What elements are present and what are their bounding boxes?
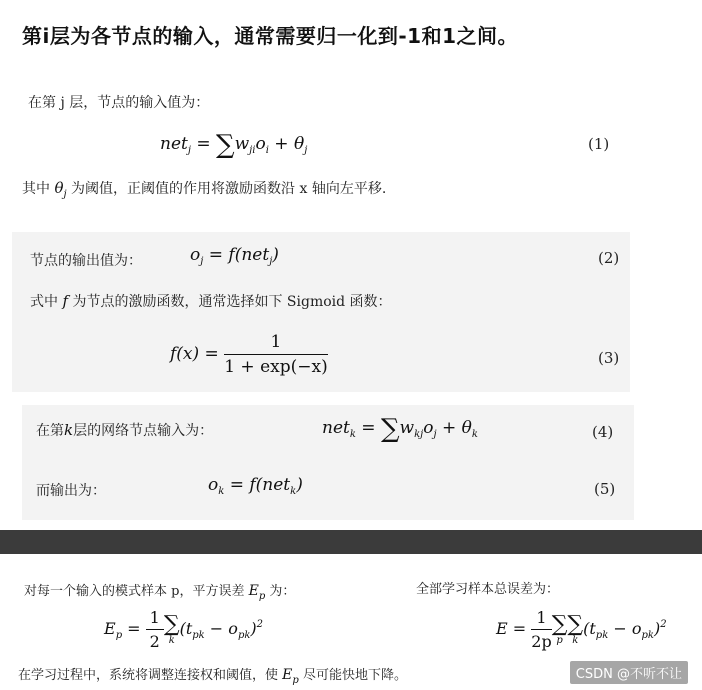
equation-3: f(x) = $\frac{1}{1 + \exp(-x)}$: [170, 332, 328, 377]
output-label-k: 而输出为：: [36, 483, 106, 499]
equation-2: $o_j = f(net_j)$: [190, 245, 279, 267]
equation-1-number: (1): [588, 135, 610, 153]
equation-3-number: (3): [598, 349, 620, 367]
watermark: CSDN @不听不让: [570, 661, 688, 684]
equation-5-number: (5): [594, 480, 616, 498]
layer-j-intro: 在第 j 层，节点的输入值为：: [28, 95, 210, 111]
equation-4-number: (4): [592, 423, 614, 441]
threshold-note-suffix: 为阈值，正阈值的作用将激励函数沿 x 轴向左平移.: [71, 181, 387, 197]
equation-sample-error: $E_p$ = $\frac{1}{2}$ ∑ k $(t_{pk} - o_{pk})^2$: [104, 608, 264, 651]
threshold-note-prefix: 其中: [22, 181, 50, 197]
equation-1: $net_j = \sum w_{ji}o_i + \theta_j$: [160, 130, 308, 160]
bottom-note: 在学习过程中，系统将调整连接权和阈值，使 $E_p$ 尽可能快地下降。: [18, 667, 407, 686]
equation-5: $o_k = f(net_k)$: [208, 475, 303, 497]
output-label: 节点的输出值为：: [30, 253, 142, 269]
page-title: 第i层为各节点的输入，通常需要归一化到-1和1之间。: [22, 24, 518, 48]
divider-band: [0, 530, 702, 554]
error-label: 对每一个输入的模式样本 p，平方误差 $E_p$ 为：: [24, 583, 296, 602]
total-error-label: 全部学习样本总误差为：: [416, 582, 560, 597]
theta-symbol: $\theta_j$: [54, 179, 67, 200]
sigmoid-intro: 式中 f 为节点的激励函数，通常选择如下 Sigmoid 函数：: [30, 292, 392, 310]
equation-total-error: E = $\frac{1}{2p}$ ∑ p ∑ k $(t_{pk} - o_{pk})^2$: [496, 608, 667, 651]
threshold-note: [22, 178, 386, 200]
equation-4: $net_k = \sum w_{kj}o_j + \theta_k$: [322, 414, 478, 444]
equation-2-number: (2): [598, 249, 620, 267]
layer-k-label: 在第k层的网络节点输入为：: [36, 421, 214, 439]
